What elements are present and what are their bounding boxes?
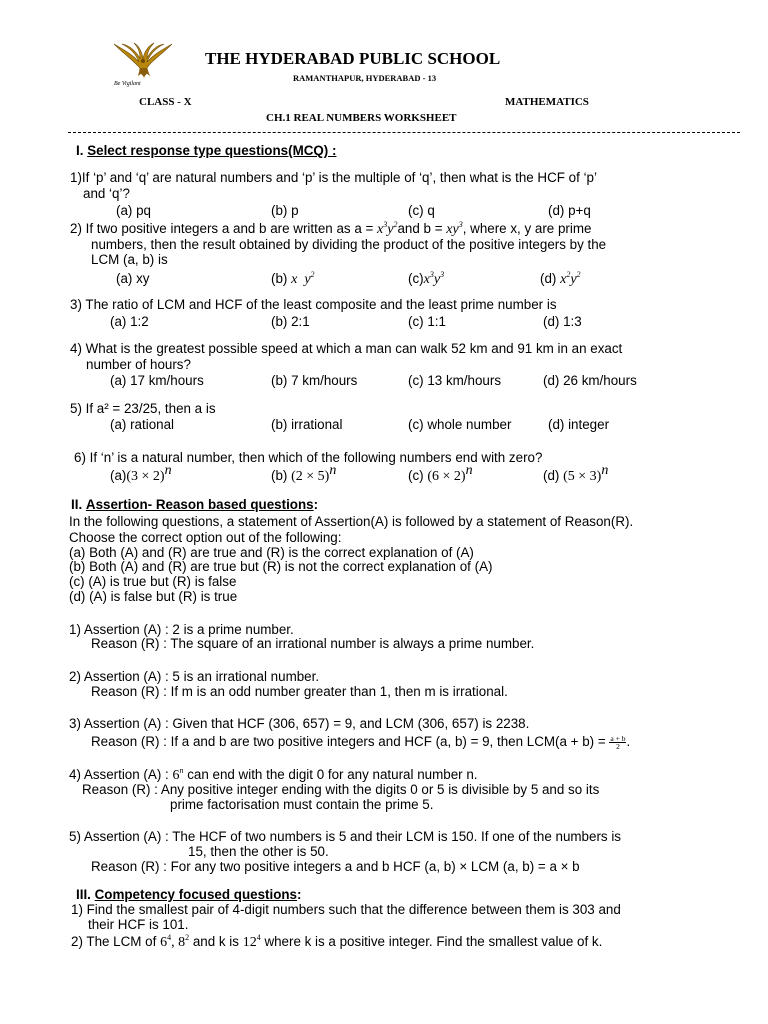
section-2-number: II.: [71, 497, 83, 512]
q2-text-line2: numbers, then the result obtained by dividing the product of the positive integers by the: [91, 237, 607, 252]
ar4-assertion-part2: can end with the digit 0 for any natural number n.: [187, 767, 478, 782]
school-name: THE HYDERABAD PUBLIC SCHOOL: [205, 49, 501, 68]
q6-option-d-expr: (5 × 3): [563, 469, 602, 484]
q5-text: 5) If a² = 23/25, then a is: [70, 401, 216, 416]
q2-option-d: [540, 271, 581, 288]
ar3-fraction-numerator: a + b: [610, 733, 626, 743]
q2-text-line1: [70, 221, 591, 238]
section-2-intro-line2: Choose the correct option out of the following:: [69, 530, 342, 545]
header-divider: [68, 132, 740, 133]
eagle-logo-icon: [112, 40, 174, 80]
school-address: RAMANTHAPUR, HYDERABAD - 13: [293, 73, 437, 83]
q2-text-line3: LCM (a, b) is: [91, 252, 168, 267]
q2-b-expression: $xy^3$: [446, 220, 463, 237]
q3-option-d: (d) 1:3: [543, 314, 582, 329]
section-2-intro-line1: In the following questions, a statement of Assertion(A) is followed by a statement of Reason(R).: [69, 514, 634, 529]
q2-option-d-expr: $x^2y^2$: [560, 270, 581, 287]
q1-option-d: (d) p+q: [548, 203, 591, 218]
s3-q2-part2: and k is: [192, 934, 239, 949]
s3-q2: [71, 934, 602, 951]
q6-option-c-exponent: n: [465, 463, 473, 478]
q2-line1-part1: 2) If two positive integers a and b are written as a =: [70, 221, 374, 236]
ar3-fraction-denominator: 2: [616, 741, 620, 751]
q5-option-d: (d) integer: [548, 417, 610, 432]
q6-option-b-label: (b): [271, 468, 288, 483]
q3-option-c: (c) 1:1: [408, 314, 446, 329]
ar-option-d: (d) (A) is false but (R) is true: [69, 589, 238, 604]
q3-text: 3) The ratio of LCM and HCF of the least composite and the least prime number is: [70, 297, 557, 312]
section-3-title: Competency focused questions: [94, 887, 298, 902]
section-3-colon: :: [297, 887, 302, 902]
q1-option-b: (b) p: [271, 203, 299, 218]
section-1-number: I.: [76, 143, 84, 158]
q4-text-line2: number of hours?: [86, 357, 191, 372]
ar4-power-expr: 6$^n$: [172, 766, 184, 783]
q6-option-c-label: (c): [408, 468, 424, 483]
ar-option-c: (c) (A) is true but (R) is false: [69, 574, 237, 589]
q6-option-a-exponent: n: [164, 463, 172, 478]
section-2-title: Assertion- Reason based questions: [85, 497, 314, 512]
q3-option-b: (b) 2:1: [271, 314, 310, 329]
q6-option-d-exponent: n: [601, 463, 609, 478]
worksheet-title: CH.1 REAL NUMBERS WORKSHEET: [266, 112, 457, 124]
q4-text-line1: 4) What is the greatest possible speed at which a man can walk 52 km and 91 km in an exact: [70, 341, 623, 356]
section-3-number: III.: [76, 887, 91, 902]
q6-option-b-expr: (2 × 5): [291, 469, 330, 484]
q5-option-c: (c) whole number: [408, 417, 512, 432]
ar4-reason-line2: prime factorisation must contain the prime 5.: [170, 797, 434, 812]
ar3-assertion: 3) Assertion (A) : Given that HCF (306, 657) = 9, and LCM (306, 657) is 2238.: [69, 716, 530, 731]
logo-motto: Be Vigilant: [114, 81, 141, 87]
school-logo: [112, 40, 174, 88]
q6-text: 6) If ‘n’ is a natural number, then which of the following numbers end with zero?: [74, 450, 543, 465]
ar2-assertion: 2) Assertion (A) : 5 is an irrational number.: [69, 669, 320, 684]
q4-option-c: (c) 13 km/hours: [408, 373, 502, 388]
s3-q2-lcm-value: $12^4$: [242, 933, 261, 950]
q2-option-b: [271, 271, 315, 288]
q5-option-b: (b) irrational: [271, 417, 343, 432]
q2-option-a: (a) xy: [116, 271, 150, 286]
q2-option-d-label: (d): [540, 271, 557, 286]
q2-option-c-expr: $x^3y^3$: [423, 270, 445, 287]
section-1-heading: [76, 143, 336, 158]
class-label: CLASS - X: [139, 96, 192, 108]
q2-option-b-label: (b): [271, 271, 288, 286]
q2-option-b-expr: x $y^2$: [291, 270, 315, 287]
q3-option-a: (a) 1:2: [110, 314, 149, 329]
s3-q2-part3: where k is a positive integer. Find the smallest value of k.: [264, 934, 603, 949]
section-2-heading: [71, 497, 318, 512]
q2-a-expression: $x^3y^2$: [377, 220, 398, 237]
q6-option-a-expr: (3 × 2): [126, 469, 165, 484]
ar3-reason-end: .: [626, 734, 631, 749]
section-1-title: Select response type questions(MCQ) :: [87, 143, 337, 158]
ar1-assertion: 1) Assertion (A) : 2 is a prime number.: [69, 622, 294, 637]
q2-line1-part3: , where x, y are prime: [462, 221, 592, 236]
q1-text-line1: 1)If ‘p’ and ‘q’ are natural numbers and ‘p’ is the multiple of ‘q’, then what is the HCF of ‘p’: [70, 170, 597, 185]
ar2-reason: Reason (R) : If m is an odd number greater than 1, then m is irrational.: [91, 684, 508, 699]
ar-option-a: (a) Both (A) and (R) are true and (R) is the correct explanation of (A): [69, 545, 474, 560]
q6-option-d: [543, 463, 609, 485]
q1-option-c: (c) q: [408, 203, 435, 218]
ar3-reason-text: Reason (R) : If a and b are two positive integers and HCF (a, b) = 9, then LCM(a + b) =: [91, 734, 606, 749]
q6-option-a-label: (a): [110, 468, 127, 483]
q4-option-a: (a) 17 km/hours: [110, 373, 204, 388]
ar-option-b: (b) Both (A) and (R) are true but (R) is not the correct explanation of (A): [69, 559, 493, 574]
s3-q2-numbers: $6^4$, $8^2$: [160, 933, 190, 950]
s3-q1-line2: their HCF is 101.: [88, 917, 189, 932]
q6-option-c: [408, 463, 473, 485]
q1-option-a: (a) pq: [116, 203, 151, 218]
subject-label: MATHEMATICS: [505, 96, 589, 108]
ar1-reason: Reason (R) : The square of an irrational number is always a prime number.: [91, 636, 535, 651]
q5-option-a: (a) rational: [110, 417, 175, 432]
q2-line1-part2: and b =: [397, 221, 443, 236]
q1-text-line2: and ‘q’?: [83, 186, 130, 201]
q6-option-a: [110, 463, 172, 485]
ar5-reason: Reason (R) : For any two positive integers a and b HCF (a, b) × LCM (a, b) = a × b: [91, 859, 580, 874]
section-3-heading: [76, 887, 301, 902]
ar4-reason-line1: Reason (R) : Any positive integer ending with the digits 0 or 5 is divisible by 5 and so its: [82, 782, 600, 797]
q2-option-c: [408, 271, 444, 288]
s3-q1-line1: 1) Find the smallest pair of 4-digit numbers such that the difference between them is 303 and: [71, 902, 621, 917]
ar3-reason: [91, 734, 630, 750]
s3-q2-part1: 2) The LCM of: [71, 934, 157, 949]
section-2-colon: :: [313, 497, 319, 512]
ar3-fraction: [609, 735, 626, 750]
q6-option-b: [271, 463, 337, 485]
q6-option-c-expr: (6 × 2): [427, 469, 466, 484]
ar5-assertion-line1: 5) Assertion (A) : The HCF of two numbers is 5 and their LCM is 150. If one of the numbers is: [69, 829, 621, 844]
q6-option-b-exponent: n: [329, 463, 337, 478]
q2-option-c-label: (c): [408, 271, 424, 286]
ar4-assertion-part1: 4) Assertion (A) :: [69, 767, 169, 782]
ar5-assertion-line2: 15, then the other is 50.: [188, 844, 329, 859]
q4-option-d: (d) 26 km/hours: [543, 373, 637, 388]
q4-option-b: (b) 7 km/hours: [271, 373, 358, 388]
q6-option-d-label: (d): [543, 468, 560, 483]
